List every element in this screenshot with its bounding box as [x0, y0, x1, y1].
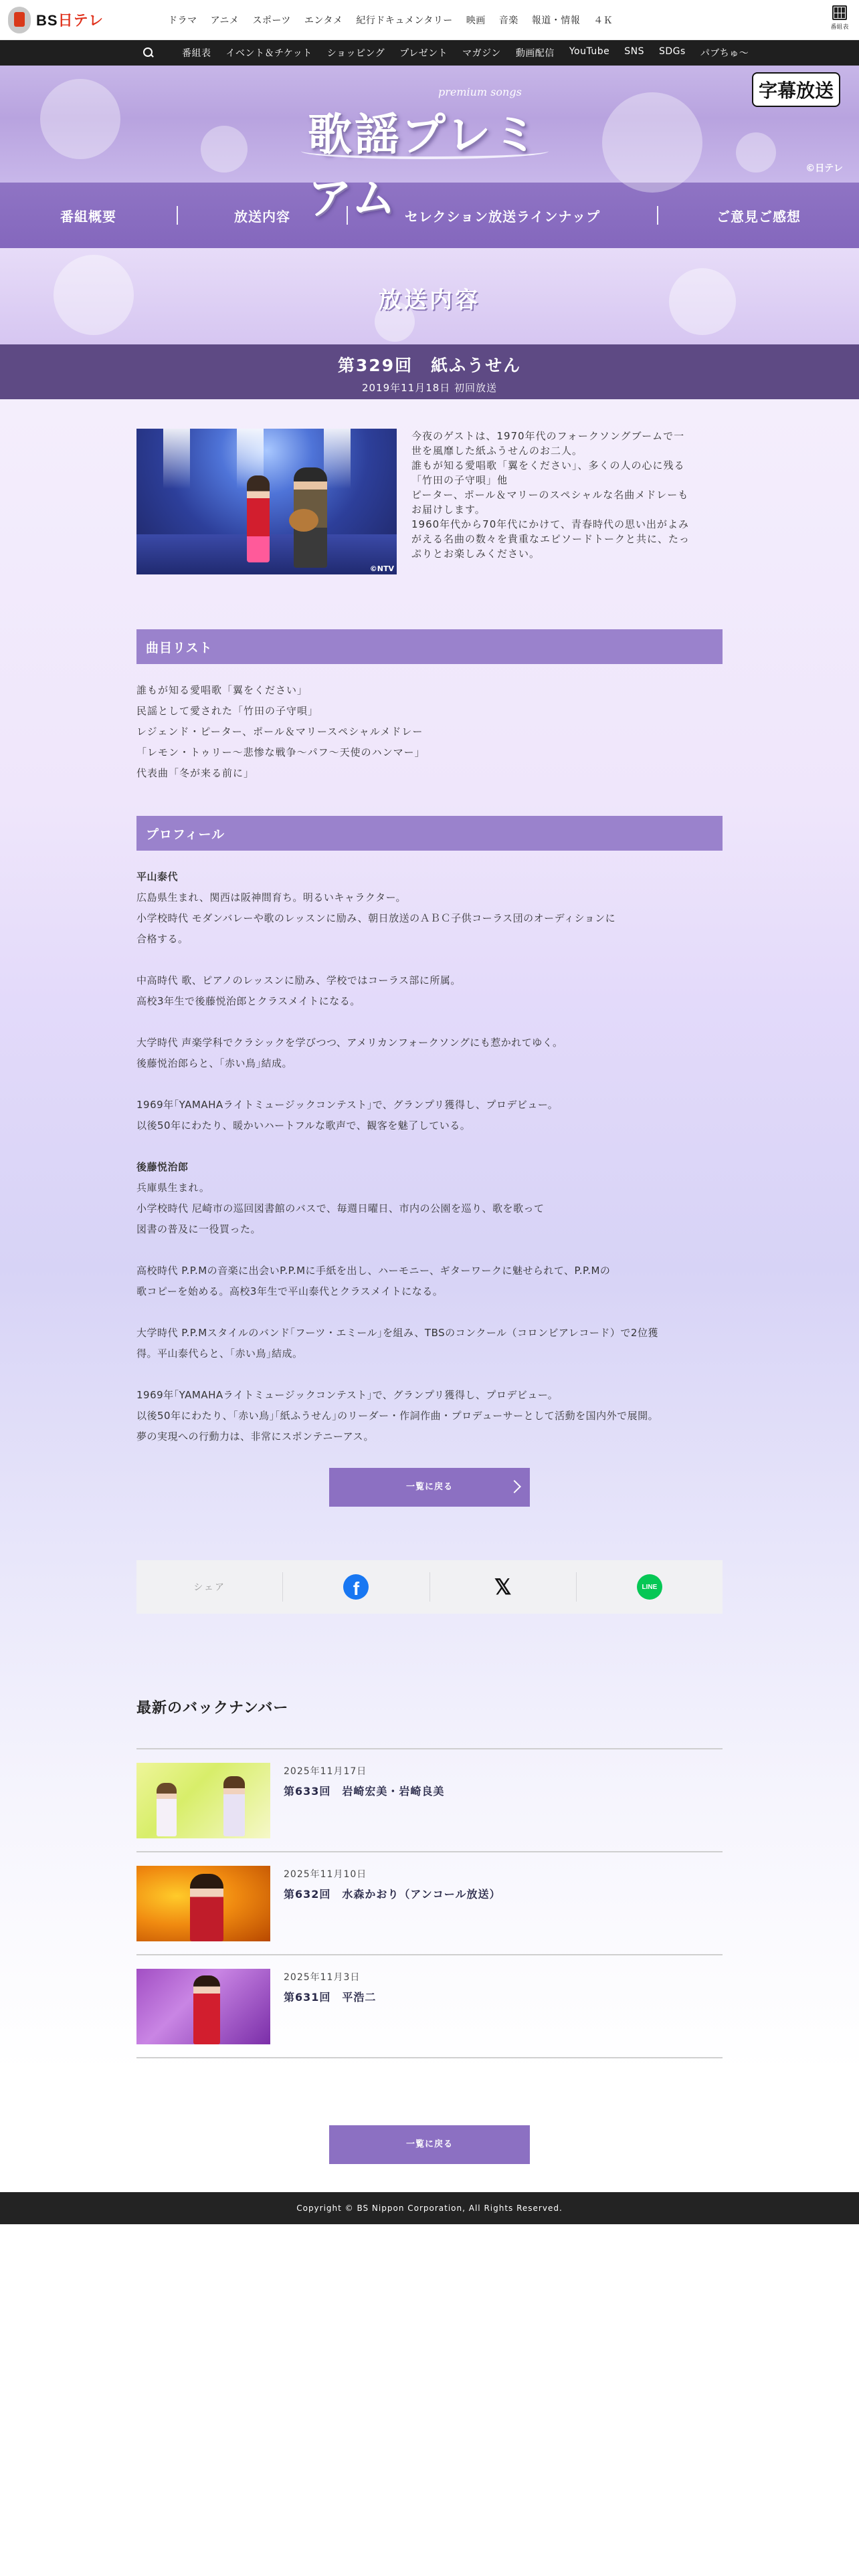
site-footer: [0, 2192, 859, 2224]
song-item: レジェンド・ピーター、ポール＆マリースペシャルメドレー: [136, 726, 423, 738]
performer-figure: [247, 475, 270, 562]
backnumber-date: 2025年11月10日: [284, 1869, 367, 1880]
sub-nav-item[interactable]: イベント＆チケット: [225, 48, 312, 59]
section-tab-broadcast[interactable]: 放送内容: [234, 208, 290, 225]
genre-nav-item[interactable]: 音楽: [498, 15, 518, 26]
profile-paragraph: 広島県生まれ、関西は阪神間育ち。明るいキャラクター。 小学校時代 モダンバレーや歌のレッスンに励み、朝日放送のＡＢＣ子供コーラス団のオーディションに 合格する。: [136, 891, 616, 945]
description-line: ピーター、ポール＆マリーのスペシャルな名曲メドレーも: [411, 489, 689, 501]
bs-nittele-logo[interactable]: [8, 5, 104, 35]
genre-nav-item[interactable]: スポーツ: [252, 15, 291, 26]
logo-text: BS日テレ: [36, 12, 104, 29]
episode-date: 2019年11月18日 初回放送: [361, 382, 498, 394]
genre-nav-item[interactable]: エンタメ: [304, 15, 343, 26]
section-tab-lineup[interactable]: セレクション放送ラインナップ: [404, 208, 601, 225]
sub-nav-item[interactable]: YouTube: [569, 46, 610, 57]
genre-nav-item[interactable]: 映画: [466, 15, 486, 26]
chevron-right-icon: [508, 1480, 521, 1493]
episode-intro: [136, 399, 723, 574]
backnumber-title: 第633回 岩崎宏美・岩崎良美: [284, 1785, 445, 1798]
profile-body: [136, 867, 723, 1447]
facebook-icon[interactable]: f: [343, 1574, 369, 1600]
top-header: [0, 0, 859, 40]
bokeh-decoration: [602, 92, 702, 193]
bokeh-decoration: [201, 126, 248, 173]
song-item: 「レモン・トゥリー〜悲惨な戦争〜パフ〜天使のハンマー」: [136, 746, 425, 758]
description-line: お届けします。: [411, 504, 486, 516]
share-bar: [136, 1560, 723, 1614]
backnumber-item[interactable]: [136, 1852, 723, 1955]
logo-mark-icon: [8, 7, 31, 33]
page-heading-banner: [0, 248, 859, 344]
sub-nav: [0, 40, 859, 66]
profile-paragraph: 兵庫県生まれ。 小学校時代 尼崎市の巡回図書館のバスで、毎週日曜日、市内の公園を巡り、歌を歌って 図書の普及に一役買った。: [136, 1182, 545, 1235]
backnumber-title: 第631回 平浩二: [284, 1991, 377, 2004]
photo-credit: ©NTV: [369, 564, 394, 573]
caption-broadcast-badge: 字幕放送: [752, 72, 840, 107]
program-guide-icon: [832, 5, 847, 20]
genre-nav-item[interactable]: アニメ: [210, 15, 240, 26]
episode-photo: [136, 429, 397, 574]
genre-nav-item[interactable]: ドラマ: [168, 15, 197, 26]
back-button-label: 一覧に戻る: [405, 2139, 453, 2149]
search-icon[interactable]: [143, 47, 154, 58]
profile-paragraph: 1969年｢YAMAHAライトミュージックコンテスト｣で、グランプリ獲得し、プロデビュー。 以後50年にわたり、｢赤い鳥｣｢紙ふうせん｣のリーダー・作詞作曲・プロデューサーとして活動を国内外で展開。 夢の実現への行動力は、非常にスポンテニーアス。: [136, 1389, 659, 1442]
bokeh-decoration: [736, 132, 776, 173]
program-logo-text: 歌謡プレミアム: [308, 108, 541, 224]
song-item: 代表曲「冬が来る前に」: [136, 767, 255, 779]
description-line: 今夜のゲストは、1970年代のフォークソングブームで一: [411, 430, 685, 442]
back-button-label: 一覧に戻る: [405, 1482, 453, 1492]
backnumber-item[interactable]: [136, 1955, 723, 2058]
backnumber-date: 2025年11月17日: [284, 1766, 367, 1777]
backnumber-thumbnail: [136, 1866, 270, 1941]
back-to-list-button-bottom[interactable]: [329, 2125, 530, 2164]
sub-nav-item[interactable]: SNS: [624, 46, 644, 57]
backnumber-item[interactable]: [136, 1749, 723, 1852]
section-tab-feedback[interactable]: ご意見ご感想: [717, 208, 801, 225]
genre-nav: [168, 13, 613, 27]
profile-paragraph: 高校時代 P.P.Mの音楽に出会いP.P.Mに手紙を出し、ハーモニー、ギターワークに魅せられて、P.P.Mの 歌コピーを始める。高校3年生で平山泰代とクラスメイトになる。: [136, 1265, 611, 1297]
sub-nav-item[interactable]: パブちゅ〜: [700, 48, 749, 59]
genre-nav-item[interactable]: ４Ｋ: [593, 15, 613, 26]
episode-title: 第329回 紙ふうせん: [337, 356, 522, 375]
genre-nav-item[interactable]: 報道・情報: [531, 15, 581, 26]
description-line: 誰もが知る愛唱歌「翼をください」、多くの人の心に残る: [411, 459, 685, 471]
profile-paragraph: 大学時代 P.P.Mスタイルのバンド｢フーツ・エミール｣を組み、TBSのコンクール（コロンビアレコード）で2位獲 得。平山泰代らと、｢赤い鳥｣結成。: [136, 1327, 658, 1360]
profile-paragraph: 大学時代 声楽学科でクラシックを学びつつ、アメリカンフォークソングにも惹かれてゆく。 後藤悦治郎らと、｢赤い鳥｣結成。: [136, 1037, 563, 1069]
song-list-heading: 曲目リスト: [136, 629, 723, 664]
hero-credit: ©日テレ: [805, 163, 843, 174]
description-line: ぷりとお楽しみください。: [411, 548, 541, 560]
backnumber-date: 2025年11月3日: [284, 1972, 361, 1983]
profile-paragraph: 1969年｢YAMAHAライトミュージックコンテスト｣で、グランプリ獲得し、プロデビュー。 以後50年にわたり、暖かいハートフルな歌声で、観客を魅了している。: [136, 1099, 559, 1132]
guitar-figure: [289, 509, 318, 532]
line-icon[interactable]: LINE: [637, 1574, 662, 1600]
logo-swoosh: [301, 143, 549, 159]
profile-name: 後藤悦治郎: [136, 1161, 189, 1173]
program-guide-label: 番組表: [830, 24, 849, 31]
description-line: 「竹田の子守唄」他: [411, 474, 508, 486]
description-line: 世を風靡した紙ふうせんのお二人。: [411, 445, 583, 457]
program-guide-button[interactable]: [830, 5, 850, 31]
program-sublogo: premium songs: [438, 86, 522, 98]
genre-nav-item[interactable]: 紀行ドキュメンタリー: [356, 15, 453, 26]
sub-nav-item[interactable]: プレゼント: [399, 48, 448, 59]
description-line: 1960年代から70年代にかけて、青春時代の思い出がよみ: [411, 518, 689, 530]
song-item: 民謡として愛された「竹田の子守唄」: [136, 705, 319, 717]
backnumber-list: [136, 1748, 723, 2058]
share-label: シェア: [193, 1582, 225, 1593]
profile-paragraph: 中高時代 歌、ピアノのレッスンに励み、学校ではコーラス部に所属。 高校3年生で後藤悦治郎とクラスメイトになる。: [136, 974, 461, 1007]
back-to-list-button[interactable]: [329, 1468, 530, 1507]
episode-title-bar: [0, 344, 859, 399]
backnumber-heading: 最新のバックナンバー: [136, 1700, 289, 1717]
profile-name: 平山泰代: [136, 871, 179, 883]
sub-nav-item[interactable]: SDGs: [659, 46, 686, 57]
song-item: 誰もが知る愛唱歌「翼をください」: [136, 684, 308, 696]
sub-nav-item[interactable]: 番組表: [182, 48, 211, 59]
x-icon[interactable]: 𝕏: [494, 1575, 512, 1599]
backnumber-title: 第632回 水森かおり（アンコール放送）: [284, 1888, 501, 1901]
profile-heading: プロフィール: [136, 816, 723, 851]
section-tab-overview[interactable]: 番組概要: [60, 208, 116, 225]
main-content: [0, 399, 859, 2192]
page-title: 放送内容: [379, 287, 480, 314]
sub-nav-item[interactable]: マガジン: [462, 48, 501, 59]
description-line: がえる名曲の数々を貴重なエピソードトークと共に、たっ: [411, 533, 690, 545]
backnumber-thumbnail: [136, 1969, 270, 2044]
sub-nav-item[interactable]: ショッピング: [326, 48, 385, 59]
sub-nav-item[interactable]: 動画配信: [515, 48, 555, 59]
backnumber-thumbnail: [136, 1763, 270, 1838]
copyright-text: Copyright © BS Nippon Corporation, All Rights Reserved.: [296, 2204, 563, 2213]
song-list: [136, 680, 723, 784]
bokeh-decoration: [40, 79, 120, 159]
episode-description: [411, 429, 690, 574]
